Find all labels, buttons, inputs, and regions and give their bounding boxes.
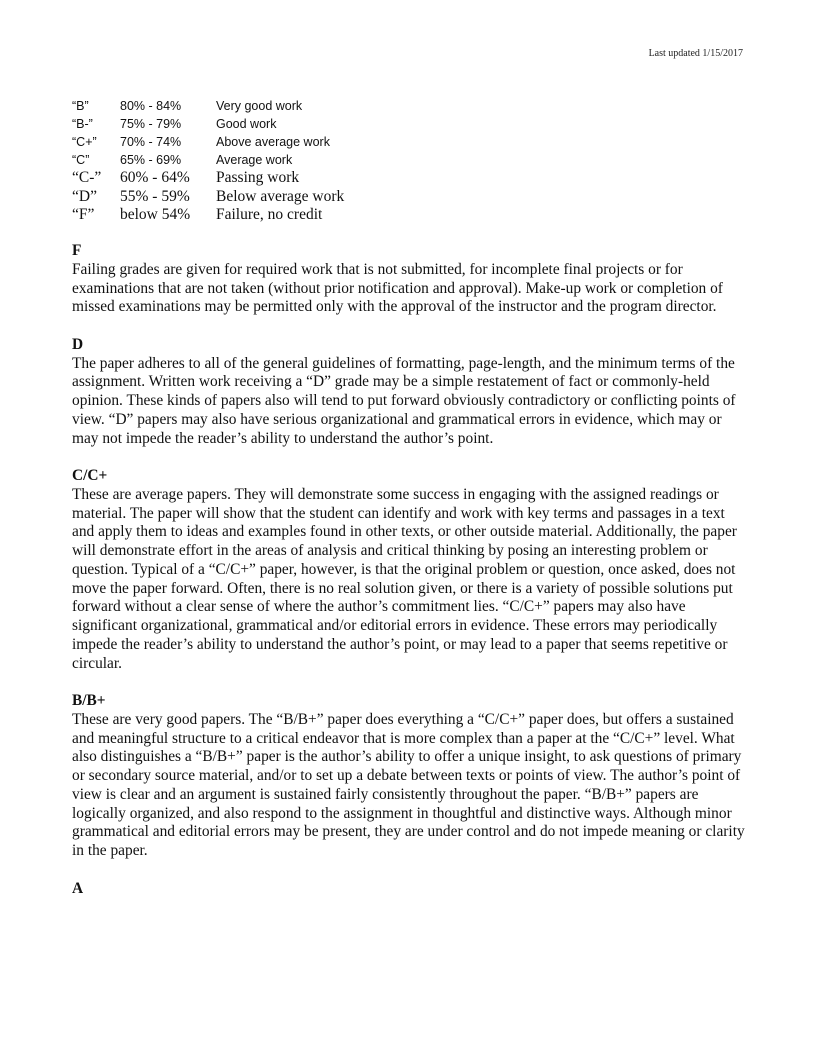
section-f (72, 242, 748, 317)
section-body: Failing grades are given for required work that is not submitted, for incomplete final projects or for examinations that are not taken (without prior notification and approval). Make-up work or completion of missed examinations may be permitted only with the approval of the instructor and the program director. (72, 260, 723, 316)
section-heading: C/C+ (72, 467, 108, 484)
grade-scale-table (72, 97, 344, 225)
section-heading: A (72, 879, 84, 897)
section-b (72, 692, 748, 861)
grade-description: Passing work (216, 169, 300, 186)
grade-row (72, 206, 344, 225)
section-heading: B/B+ (72, 692, 106, 709)
grade-row (72, 115, 344, 133)
grade-range: 75% - 79% (120, 117, 182, 131)
grade-label: “F” (72, 206, 95, 224)
grade-description: Very good work (216, 99, 303, 113)
grade-description: Average work (216, 153, 293, 167)
grade-row (72, 188, 344, 207)
grade-label: “C+” (72, 135, 97, 149)
grade-label: “C-” (72, 169, 102, 186)
section-body: These are average papers. They will demonstrate some success in engaging with the assigned readings or material. The paper will show that the student can identify and work with key terms and passages in a text and apply them to ideas and examples found in other texts, or other outside material. Additionally, the paper will demonstrate effort in the areas of analysis and critical thinking by posing an interesting problem or question. Typical of a “C/C+” paper, however, is that the original problem or question, once asked, does not move the paper forward. Often, there is no real solution given, or there is a variety of possible solutions put forward without a clear sense of where the author’s commitment lies. “C/C+” papers may also have significant organizational, grammatical and/or editorial errors in evidence. These errors may periodically impede the reader’s ability to understand the author’s point, or may lead to a paper that seems repetitive or circular. (72, 485, 737, 672)
grade-label: “B” (72, 99, 89, 113)
grade-description: Good work (216, 117, 277, 131)
grade-label: “B-” (72, 117, 93, 131)
grade-label: “C” (72, 153, 90, 167)
section-a (72, 880, 748, 899)
section-c (72, 467, 748, 673)
section-body: The paper adheres to all of the general guidelines of formatting, page-length, and the minimum terms of the assignment. Written work receiving a “D” grade may be a simple restatement of fact or commonly-held opinion. These kinds of papers also will tend to put forward obviously contradictory or conflicting points of view. “D” papers may also have serious organizational and grammatical errors in evidence, which may or may not impede the reader’s ability to understand the author’s point. (72, 354, 736, 447)
grade-range: 80% - 84% (120, 99, 182, 113)
grade-range: 65% - 69% (120, 153, 182, 167)
grade-range: below 54% (120, 206, 191, 224)
section-d (72, 336, 748, 449)
section-heading: F (72, 242, 82, 259)
grade-range: 70% - 74% (120, 135, 182, 149)
grade-description: Failure, no credit (216, 206, 323, 224)
grade-row (72, 151, 344, 169)
grade-row (72, 169, 344, 188)
grade-range: 60% - 64% (120, 169, 190, 186)
grade-range: 55% - 59% (120, 187, 190, 205)
grade-row (72, 133, 344, 151)
last-updated-note: Last updated 1/15/2017 (648, 48, 743, 59)
section-body: These are very good papers. The “B/B+” paper does everything a “C/C+” paper does, but offers a sustained and meaningful structure to a critical endeavor that is more complex than a paper at the “C/C+” level. What also distinguishes a “B/B+” paper is the author’s ability to offer a unique insight, to ask questions of primary or secondary source material, and/or to set up a debate between texts or points of view. The author’s point of view is clear and an argument is sustained fairly consistently throughout the paper. “B/B+” papers are logically organized, and also respond to the assignment in thoughtful and distinctive ways. Although minor grammatical and editorial errors may be present, they are under control and do not impede meaning or clarity in the paper. (72, 710, 745, 859)
grade-label: “D” (72, 187, 97, 205)
grade-description: Below average work (216, 187, 345, 205)
grade-descriptions (72, 242, 748, 917)
section-heading: D (72, 335, 84, 353)
grade-description: Above average work (216, 135, 330, 149)
grade-row (72, 97, 344, 115)
